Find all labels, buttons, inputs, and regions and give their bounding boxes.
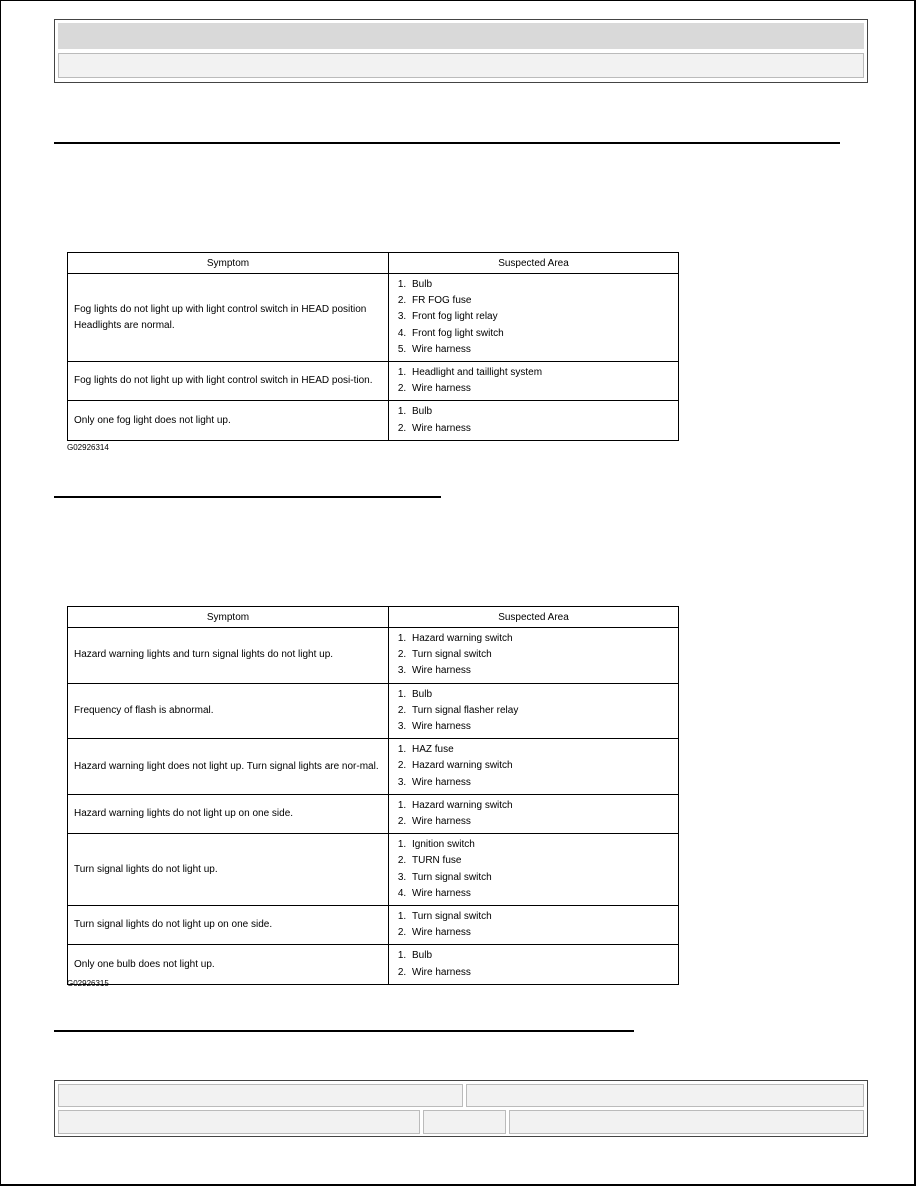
footer-cell	[423, 1110, 506, 1134]
suspected-area-item: 1. Ignition switch	[409, 837, 672, 853]
footer-cell	[466, 1084, 864, 1107]
table-row	[68, 683, 679, 739]
suspected-area-item: 1. Bulb	[409, 948, 672, 964]
suspected-area-cell	[389, 906, 679, 945]
symptom-cell: Turn signal lights do not light up on one side.	[68, 906, 389, 945]
turn-signal-symptom-table	[67, 606, 679, 985]
suspected-area-list	[395, 909, 672, 941]
suspected-area-item: 1. Hazard warning switch	[409, 631, 672, 647]
table-row	[68, 834, 679, 906]
symptom-cell: Hazard warning lights do not light up on one side.	[68, 794, 389, 833]
suspected-area-item: 3. Turn signal switch	[409, 870, 672, 886]
header-subtitle-bar	[58, 53, 864, 78]
section-rule-turn-signals	[54, 496, 441, 498]
suspected-area-list	[395, 742, 672, 791]
suspected-area-item: 1. HAZ fuse	[409, 742, 672, 758]
symptom-cell: Only one bulb does not light up.	[68, 945, 389, 984]
suspected-area-cell	[389, 401, 679, 440]
suspected-area-item: 2. Wire harness	[409, 965, 672, 981]
section-rule-fog-lights	[54, 142, 840, 144]
footer-cell	[58, 1110, 420, 1134]
suspected-area-item: 2. Turn signal flasher relay	[409, 703, 672, 719]
fog-light-symptom-table	[67, 252, 679, 441]
page-header	[54, 19, 868, 83]
symptom-cell: Fog lights do not light up with light control switch in HEAD posi-tion.	[68, 362, 389, 401]
suspected-area-item: 4. Front fog light switch	[409, 326, 672, 342]
table-row	[68, 274, 679, 362]
table-row	[68, 794, 679, 833]
symptom-cell: Turn signal lights do not light up.	[68, 834, 389, 906]
suspected-area-item: 3. Front fog light relay	[409, 309, 672, 325]
symptom-cell: Hazard warning light does not light up. Turn signal lights are nor-mal.	[68, 739, 389, 795]
suspected-area-item: 1. Bulb	[409, 687, 672, 703]
suspected-area-item: 4. Wire harness	[409, 886, 672, 902]
figure-id: G02926315	[67, 979, 109, 988]
suspected-area-item: 1. Bulb	[409, 277, 672, 293]
suspected-area-item: 2. TURN fuse	[409, 853, 672, 869]
suspected-area-item: 2. Turn signal switch	[409, 647, 672, 663]
suspected-area-item: 1. Turn signal switch	[409, 909, 672, 925]
suspected-area-cell	[389, 362, 679, 401]
table-row	[68, 945, 679, 984]
suspected-area-cell	[389, 683, 679, 739]
suspected-area-item: 2. Wire harness	[409, 925, 672, 941]
table-row	[68, 401, 679, 440]
table-row	[68, 739, 679, 795]
symptom-cell: Frequency of flash is abnormal.	[68, 683, 389, 739]
suspected-area-list	[395, 365, 672, 397]
table-row	[68, 628, 679, 684]
suspected-area-list	[395, 798, 672, 830]
suspected-area-item: 2. Hazard warning switch	[409, 758, 672, 774]
table-row	[68, 362, 679, 401]
page-footer	[54, 1080, 868, 1137]
suspected-area-list	[395, 404, 672, 436]
section-rule-bottom	[54, 1030, 634, 1032]
suspected-area-list	[395, 277, 672, 358]
table-row	[68, 906, 679, 945]
suspected-area-item: 3. Wire harness	[409, 775, 672, 791]
suspected-area-item: 3. Wire harness	[409, 719, 672, 735]
suspected-area-list	[395, 687, 672, 736]
suspected-area-cell	[389, 794, 679, 833]
suspected-area-cell	[389, 945, 679, 984]
symptom-header: Symptom	[68, 253, 389, 274]
suspected-area-list	[395, 837, 672, 902]
figure-id: G02926314	[67, 443, 109, 452]
suspected-area-item: 1. Bulb	[409, 404, 672, 420]
footer-cell	[58, 1084, 463, 1107]
suspected-area-item: 2. Wire harness	[409, 814, 672, 830]
suspected-area-header: Suspected Area	[389, 253, 679, 274]
suspected-area-list	[395, 631, 672, 680]
suspected-area-header: Suspected Area	[389, 607, 679, 628]
symptom-cell: Only one fog light does not light up.	[68, 401, 389, 440]
suspected-area-item: 5. Wire harness	[409, 342, 672, 358]
suspected-area-list	[395, 948, 672, 980]
header-title-bar	[58, 23, 864, 49]
suspected-area-cell	[389, 739, 679, 795]
suspected-area-cell	[389, 628, 679, 684]
suspected-area-item: 2. FR FOG fuse	[409, 293, 672, 309]
suspected-area-item: 1. Headlight and taillight system	[409, 365, 672, 381]
suspected-area-cell	[389, 834, 679, 906]
footer-cell	[509, 1110, 864, 1134]
suspected-area-item: 3. Wire harness	[409, 663, 672, 679]
suspected-area-item: 2. Wire harness	[409, 421, 672, 437]
symptom-header: Symptom	[68, 607, 389, 628]
symptom-cell: Fog lights do not light up with light control switch in HEAD position Headlights are normal.	[68, 274, 389, 362]
suspected-area-cell	[389, 274, 679, 362]
suspected-area-item: 1. Hazard warning switch	[409, 798, 672, 814]
suspected-area-item: 2. Wire harness	[409, 381, 672, 397]
symptom-cell: Hazard warning lights and turn signal lights do not light up.	[68, 628, 389, 684]
